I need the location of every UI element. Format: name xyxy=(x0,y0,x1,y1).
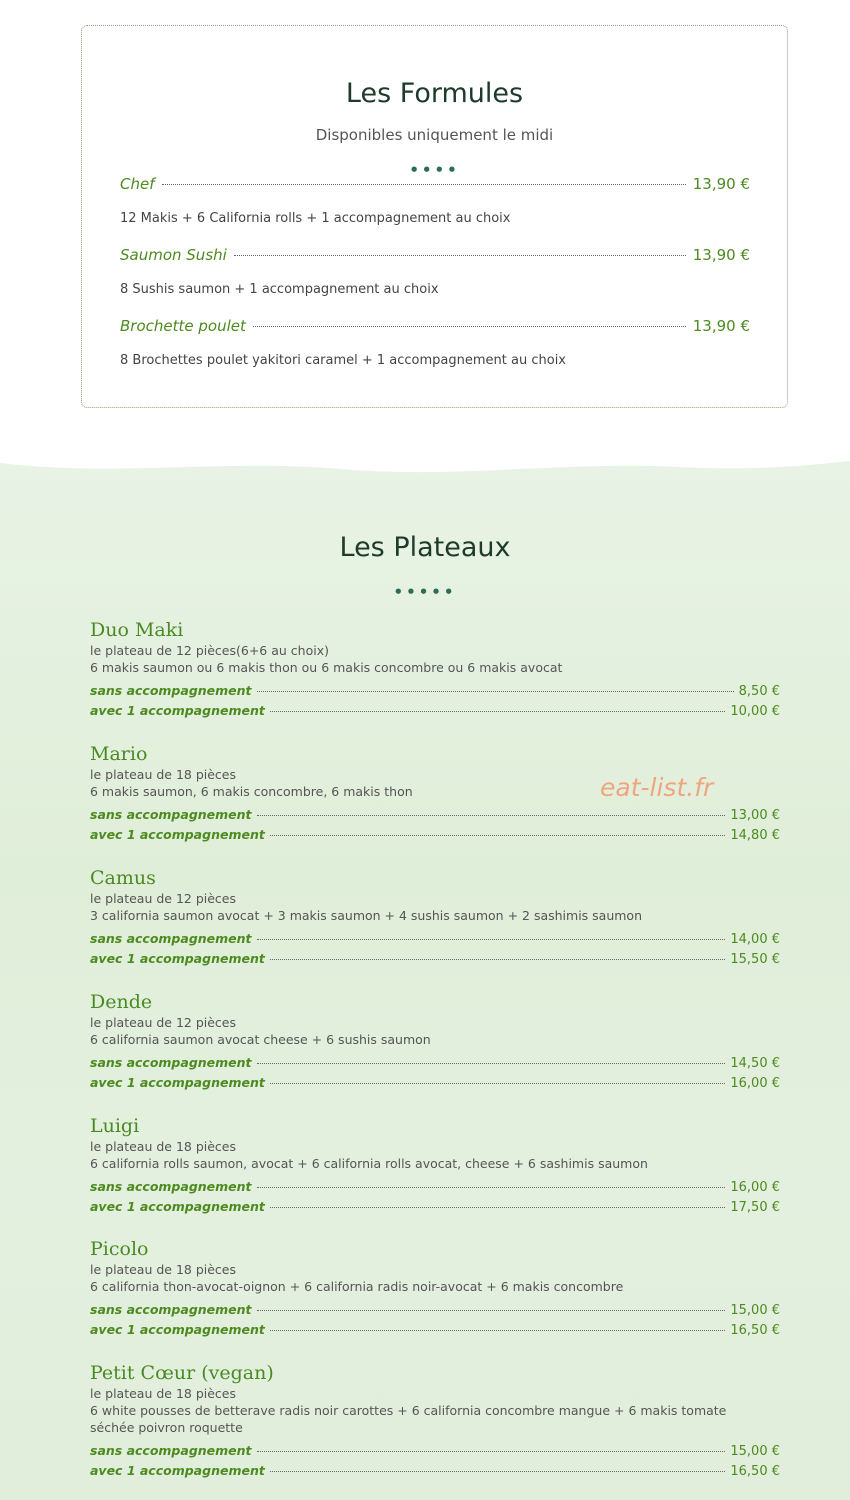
plateau-description: 6 california rolls saumon, avocat + 6 california rolls avocat, cheese + 6 sashimis saumon xyxy=(90,1156,648,1171)
plateau-name: Petit Cœur (vegan) xyxy=(90,1362,274,1384)
plateau-description: 6 makis saumon ou 6 makis thon ou 6 makis concombre ou 6 makis avocat xyxy=(90,660,563,675)
price-value: 16,50 € xyxy=(730,1323,780,1338)
price-label: sans accompagnement xyxy=(90,807,252,822)
plateau-description: 6 california thon-avocat-oignon + 6 california radis noir-avocat + 6 makis concombre xyxy=(90,1279,624,1294)
dotted-leader xyxy=(257,1310,726,1311)
price-value: 16,00 € xyxy=(730,1180,780,1195)
price-row xyxy=(90,1302,780,1322)
price-label: avec 1 accompagnement xyxy=(90,951,265,966)
price-label: sans accompagnement xyxy=(90,1302,252,1317)
price-row xyxy=(90,1055,780,1075)
plateau-camus xyxy=(90,866,780,971)
price-value: 15,00 € xyxy=(730,1303,780,1318)
dotted-leader xyxy=(253,326,686,327)
plateau-name: Dende xyxy=(90,991,153,1013)
price-row xyxy=(90,703,780,723)
plateau-description: 6 makis saumon, 6 makis concombre, 6 makis thon xyxy=(90,784,413,799)
price-value: 14,50 € xyxy=(730,1056,780,1071)
formule-description: 12 Makis + 6 California rolls + 1 accompagnement au choix xyxy=(120,211,511,226)
price-value: 15,00 € xyxy=(730,1444,780,1459)
plateau-luigi xyxy=(90,1114,780,1219)
dotted-leader xyxy=(257,691,734,692)
plateau-description: le plateau de 18 pièces xyxy=(90,767,237,782)
price-row xyxy=(90,1443,780,1463)
formule-row-saumon-sushi xyxy=(120,246,750,264)
plateau-description: 3 california saumon avocat + 3 makis saumon + 4 sushis saumon + 2 sashimis saumon xyxy=(90,908,642,923)
plateau-name: Luigi xyxy=(90,1115,140,1137)
formules-subtitle: Disponibles uniquement le midi xyxy=(315,126,554,144)
price-row xyxy=(90,1199,780,1219)
dotted-leader xyxy=(257,1187,726,1188)
dotted-leader xyxy=(270,1330,726,1331)
dotted-leader xyxy=(257,1451,726,1452)
plateau-description: le plateau de 18 pièces xyxy=(90,1139,237,1154)
wave-divider xyxy=(0,455,850,485)
price-label: sans accompagnement xyxy=(90,683,252,698)
price-value: 15,50 € xyxy=(730,952,780,967)
price-row xyxy=(90,827,780,847)
price-label: sans accompagnement xyxy=(90,1179,252,1194)
formule-row-brochette-poulet xyxy=(120,317,750,335)
formules-divider-dots: •••• xyxy=(409,161,460,179)
price-row xyxy=(90,951,780,971)
dotted-leader xyxy=(270,1207,726,1208)
price-row xyxy=(90,807,780,827)
price-value: 16,00 € xyxy=(730,1076,780,1091)
price-value: 13,00 € xyxy=(730,808,780,823)
price-value: 8,50 € xyxy=(738,684,780,699)
price-row xyxy=(90,1075,780,1095)
plateau-picolo xyxy=(90,1237,780,1342)
plateau-mario xyxy=(90,742,780,847)
price-value: 16,50 € xyxy=(730,1464,780,1479)
formule-description: 8 Sushis saumon + 1 accompagnement au choix xyxy=(120,282,439,297)
dotted-leader xyxy=(270,1471,726,1472)
formule-price: 13,90 € xyxy=(692,246,750,264)
plateaux-title: Les Plateaux xyxy=(339,532,511,563)
plateau-dende xyxy=(90,990,780,1095)
price-label: sans accompagnement xyxy=(90,931,252,946)
plateau-description: le plateau de 12 pièces xyxy=(90,1015,237,1030)
dotted-leader xyxy=(270,711,726,712)
plateau-description: le plateau de 12 pièces xyxy=(90,891,237,906)
dotted-leader xyxy=(234,255,686,256)
watermark: eat-list.fr xyxy=(600,773,714,802)
formule-name: Brochette poulet xyxy=(120,317,246,335)
price-label: avec 1 accompagnement xyxy=(90,1322,265,1337)
price-row xyxy=(90,683,780,703)
plateau-description: 6 white pousses de betterave radis noir carottes + 6 california concombre mangue + 6 makis tomate xyxy=(90,1403,727,1418)
price-label: avec 1 accompagnement xyxy=(90,1199,265,1214)
formule-price: 13,90 € xyxy=(692,175,750,193)
plateaux-section-background xyxy=(0,455,850,1500)
dotted-leader xyxy=(270,959,726,960)
dotted-leader xyxy=(162,184,686,185)
price-label: avec 1 accompagnement xyxy=(90,703,265,718)
price-value: 14,00 € xyxy=(730,932,780,947)
price-row xyxy=(90,1463,780,1483)
plateau-description: le plateau de 18 pièces xyxy=(90,1262,237,1277)
price-label: avec 1 accompagnement xyxy=(90,1075,265,1090)
plateau-name: Camus xyxy=(90,867,156,889)
plateau-duo-maki xyxy=(90,618,780,723)
dotted-leader xyxy=(270,835,726,836)
plateau-name: Duo Maki xyxy=(90,619,184,641)
price-label: sans accompagnement xyxy=(90,1055,252,1070)
formule-name: Chef xyxy=(120,175,155,193)
plateau-petit-coeur xyxy=(90,1361,780,1483)
price-row xyxy=(90,1179,780,1199)
formule-description: 8 Brochettes poulet yakitori caramel + 1 accompagnement au choix xyxy=(120,353,566,368)
price-label: sans accompagnement xyxy=(90,1443,252,1458)
price-value: 10,00 € xyxy=(730,704,780,719)
plateau-name: Picolo xyxy=(90,1238,149,1260)
plateau-name: Mario xyxy=(90,743,148,765)
price-row xyxy=(90,1322,780,1342)
dotted-leader xyxy=(257,815,726,816)
formules-title: Les Formules xyxy=(345,78,524,109)
formule-row-chef xyxy=(120,175,750,193)
dotted-leader xyxy=(257,1063,726,1064)
price-label: avec 1 accompagnement xyxy=(90,1463,265,1478)
plateau-description: le plateau de 18 pièces xyxy=(90,1386,237,1401)
price-value: 17,50 € xyxy=(730,1200,780,1215)
plateaux-divider-dots: ••••• xyxy=(393,583,457,601)
price-label: avec 1 accompagnement xyxy=(90,827,265,842)
dotted-leader xyxy=(257,939,726,940)
formule-name: Saumon Sushi xyxy=(120,246,227,264)
plateau-description: le plateau de 12 pièces(6+6 au choix) xyxy=(90,643,329,658)
price-row xyxy=(90,931,780,951)
formule-price: 13,90 € xyxy=(692,317,750,335)
price-value: 14,80 € xyxy=(730,828,780,843)
plateau-description: séchée poivron roquette xyxy=(90,1420,243,1435)
plateau-description: 6 california saumon avocat cheese + 6 sushis saumon xyxy=(90,1032,431,1047)
dotted-leader xyxy=(270,1083,726,1084)
